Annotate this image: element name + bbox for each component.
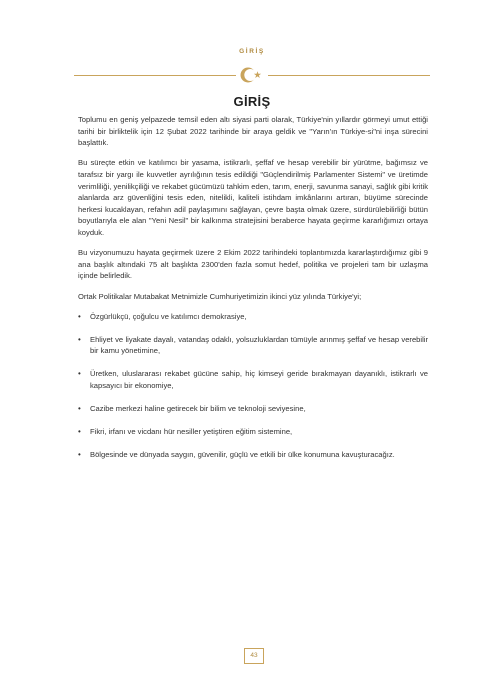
list-item-text: Özgürlükçü, çoğulcu ve katılımcı demokrasiye, xyxy=(90,311,247,321)
page-title: GİRİŞ xyxy=(233,94,271,109)
list-item-text: Üretken, uluslararası rekabet gücüne sahip, hiç kimseyi geride bırakmayan dayanıklı, istikrarlı ve kapsayıcı bir ekonomiye, xyxy=(90,369,428,390)
paragraph: Toplumu en geniş yelpazede temsil eden altı siyasi parti olarak, Türkiye'nin yıllardır görmeyi umut ettiği tarihi bir birliktelik için 12 Şubat 2022 tarihinde bir araya geldik ve "Yarın'ın Türkiye-si"ni inşa sürecini başlattık. xyxy=(78,115,428,148)
paragraph: Ortak Politikalar Mutabakat Metnimizle Cumhuriyetimizin ikinci yüz yılında Türkiye'yi; xyxy=(78,291,362,301)
bullet-icon: • xyxy=(78,311,81,321)
list-item xyxy=(78,311,428,323)
bullet-icon: • xyxy=(78,426,81,436)
list-item-text: Cazibe merkezi haline getirecek bir bilim ve teknoloji seviyesine, xyxy=(90,403,306,413)
ornament-rule-right xyxy=(268,75,430,76)
list-item xyxy=(78,426,428,438)
bullet-icon: • xyxy=(78,334,81,344)
running-head: GİRİŞ xyxy=(239,48,265,55)
list-item xyxy=(78,403,428,415)
bullet-icon: • xyxy=(78,369,81,379)
page-number: 43 xyxy=(244,648,264,664)
title-ornament xyxy=(74,66,430,84)
body-text xyxy=(78,114,428,472)
paragraph: Bu vizyonumuzu hayata geçirmek üzere 2 Ekim 2022 tarihindeki toplantımızda kararlaştırdığımız gibi 9 ana başlık altındaki 75 alt başlıkta 2300'den fazla somut hedef, politika ve projeleri tam bir uzlaşma içinde belirledik. xyxy=(78,248,428,281)
crescent-star-icon xyxy=(238,66,266,84)
goal-list xyxy=(78,311,428,461)
list-item-text: Ehliyet ve liyakate dayalı, vatandaş odaklı, yolsuzluklardan tümüyle arınmış şeffaf ve hesap verebilir bir kamu yönetimine, xyxy=(90,334,428,356)
paragraph: Bu süreçte etkin ve katılımcı bir yasama, istikrarlı, şeffaf ve hesap verebilir bir yürütme, bağımsız ve tarafsız bir yargı ile kuvvetler ayrılığının tesis edildiği "Güçlendirilmiş Parlamenter Sistemi" ve üretimde verimliliği, yenilikçiliği ve rekabet gücümüzü tahkim eden, tarım, enerji, savunma sanayi, sağlık gibi kritik alanlarda arz güvenliğini tesis eden, nitelikli, kaliteli istihdam imkânlarını artıran, büyüme sürecinde herkesi kucaklayan, refahın adil paylaşımını sağlayan, çevre başta olmak üzere, sürdürülebilirliği bütün boyutlarıyla ele alan "Yeni Nesil" bir kalkınma stratejisini beraberce hayata geçirme kararlığımızı ortaya koyduk. xyxy=(78,158,428,237)
bullet-icon: • xyxy=(78,403,81,413)
list-item xyxy=(78,334,428,357)
bullet-icon: • xyxy=(78,449,81,459)
list-item xyxy=(78,368,428,391)
list-item-text: Fikri, irfanı ve vicdanı hür nesiller yetiştiren eğitim sistemine, xyxy=(90,426,293,436)
list-item-text: Bölgesinde ve dünyada saygın, güvenilir, güçlü ve etkili bir ülke konumuna kavuşturacağız. xyxy=(90,449,395,459)
ornament-rule-left xyxy=(74,75,236,76)
list-item xyxy=(78,449,428,461)
